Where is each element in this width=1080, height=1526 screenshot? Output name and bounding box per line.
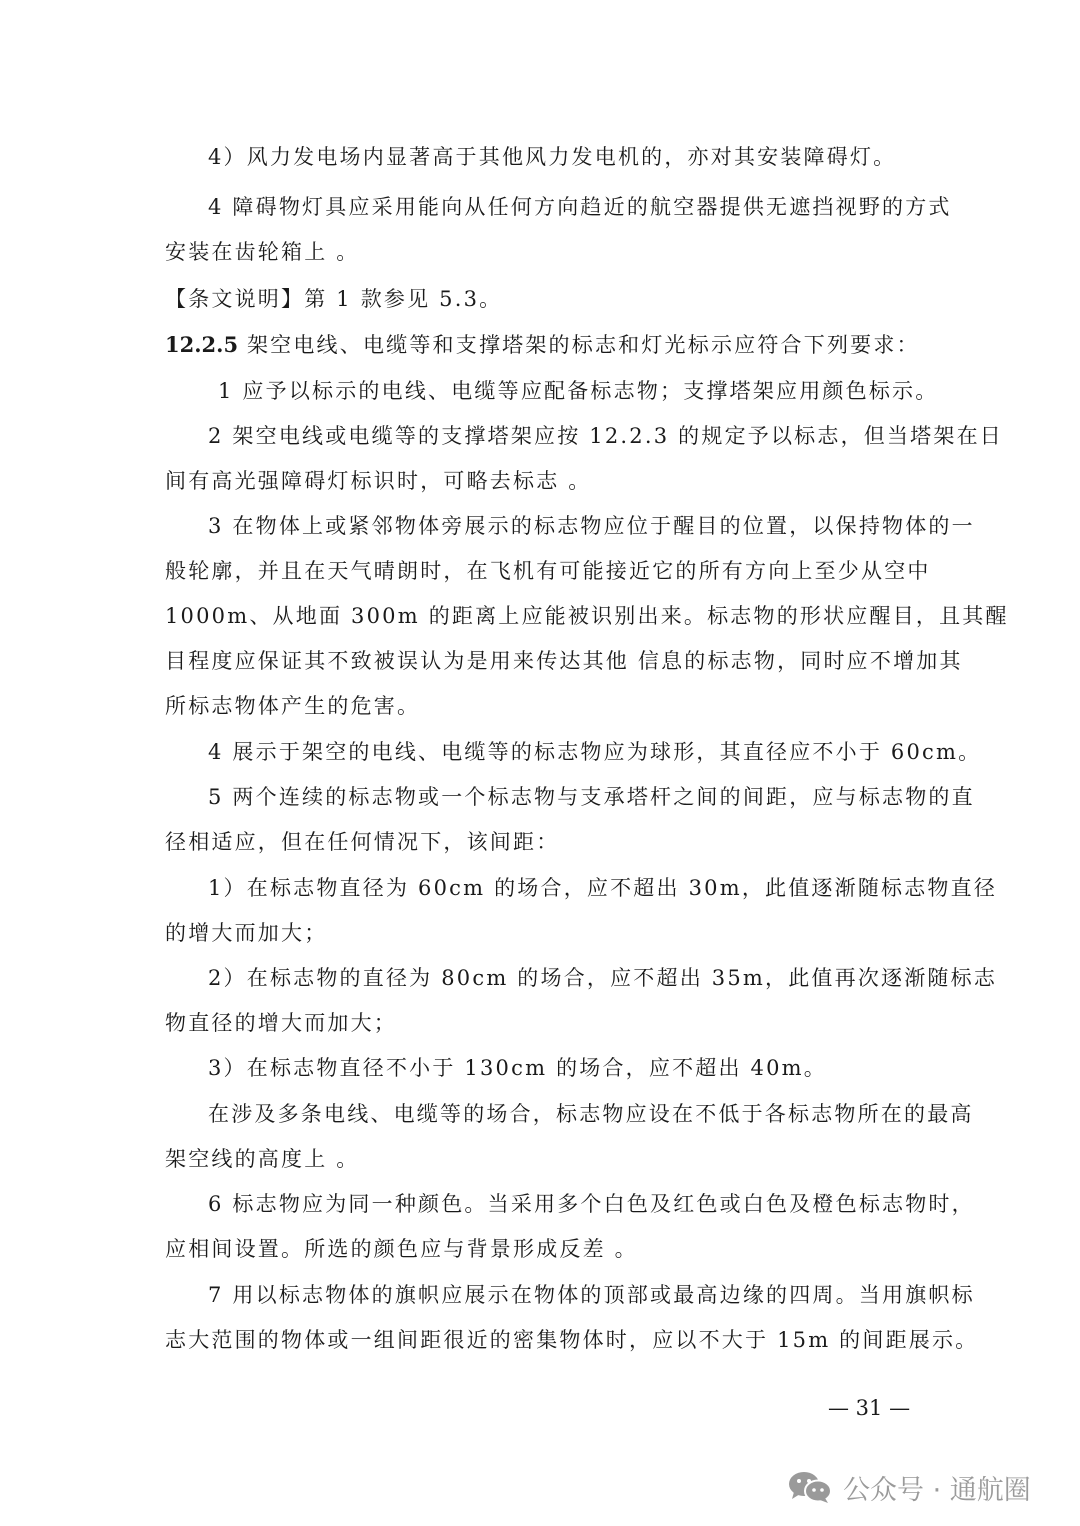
watermark [787, 1467, 1031, 1507]
text-line: 物直径的增大而加大； [165, 1011, 397, 1035]
text-line: 6 标志物应为同一种颜色。当采用多个白色及红色或白色及橙色标志物时， [208, 1192, 975, 1216]
text-line: 4 障碍物灯具应采用能向从任何方向趋近的航空器提供无遮挡视野的方式 [208, 195, 952, 219]
text-line: 安装在齿轮箱上 。 [165, 240, 360, 264]
text-line: 的增大而加大； [165, 921, 328, 945]
text-line: 1 应予以标示的电线、电缆等应配备标志物；支撑塔架应用颜色标示。 [218, 379, 939, 403]
text-line: 志大范围的物体或一组间距很近的密集物体时，应以不大于 15m 的间距展示。 [165, 1328, 979, 1352]
section-heading-line [165, 331, 920, 359]
text-line: 间有高光强障碍灯标识时，可略去标志 。 [165, 469, 592, 493]
text-line: 3）在标志物直径不小于 130cm 的场合，应不超出 40m。 [208, 1056, 827, 1080]
text-line: 2）在标志物的直径为 80cm 的场合，应不超出 35m，此值再次逐渐随标志 [208, 966, 998, 990]
text-line: 3 在物体上或紧邻物体旁展示的标志物应位于醒目的位置，以保持物体的一 [208, 514, 975, 538]
text-line: 所标志物体产生的危害。 [165, 694, 421, 718]
text-line: 1）在标志物直径为 60cm 的场合，应不超出 30m，此值逐渐随标志物直径 [208, 876, 998, 900]
text-line: 1000m、从地面 300m 的距离上应能被识别出来。标志物的形状应醒目，且其醒 [165, 604, 1009, 628]
text-line: 架空线的高度上 。 [165, 1147, 360, 1171]
text-line: 4）风力发电场内显著高于其他风力发电机的，亦对其安装障碍灯。 [208, 145, 897, 169]
watermark-text: 公众号 · 通航圈 [843, 1474, 1031, 1506]
section-heading-text: 架空电线、电缆等和支撑塔架的标志和灯光标示应符合下列要求： [238, 333, 920, 357]
text-line: 在涉及多条电线、电缆等的场合，标志物应设在不低于各标志物所在的最高 [208, 1102, 974, 1126]
text-line: 般轮廓，并且在天气晴朗时，在飞机有可能接近它的所有方向上至少从空中 [165, 559, 931, 583]
text-line: 径相适应，但在任何情况下，该间距： [165, 830, 560, 854]
text-line: 5 两个连续的标志物或一个标志物与支承塔杆之间的间距，应与标志物的直 [208, 785, 975, 809]
text-line: 7 用以标志物体的旗帜应展示在物体的顶部或最高边缘的四周。当用旗帜标 [208, 1283, 975, 1307]
text-line: 应相间设置。所选的颜色应与背景形成反差 。 [165, 1237, 638, 1261]
section-number: 12.2.5 [165, 332, 239, 357]
text-line: 【条文说明】第 1 款参见 5.3。 [165, 287, 503, 311]
wechat-icon [787, 1470, 833, 1504]
page-number: — 31 — [828, 1396, 911, 1420]
text-line: 2 架空电线或电缆等的支撑塔架应按 12.2.3 的规定予以标志，但当塔架在日 [208, 424, 1003, 448]
text-line: 目程度应保证其不致被误认为是用来传达其他 信息的标志物，同时应不增加其 [165, 649, 963, 673]
text-line: 4 展示于架空的电线、电缆等的标志物应为球形，其直径应不小于 60cm。 [208, 740, 982, 764]
